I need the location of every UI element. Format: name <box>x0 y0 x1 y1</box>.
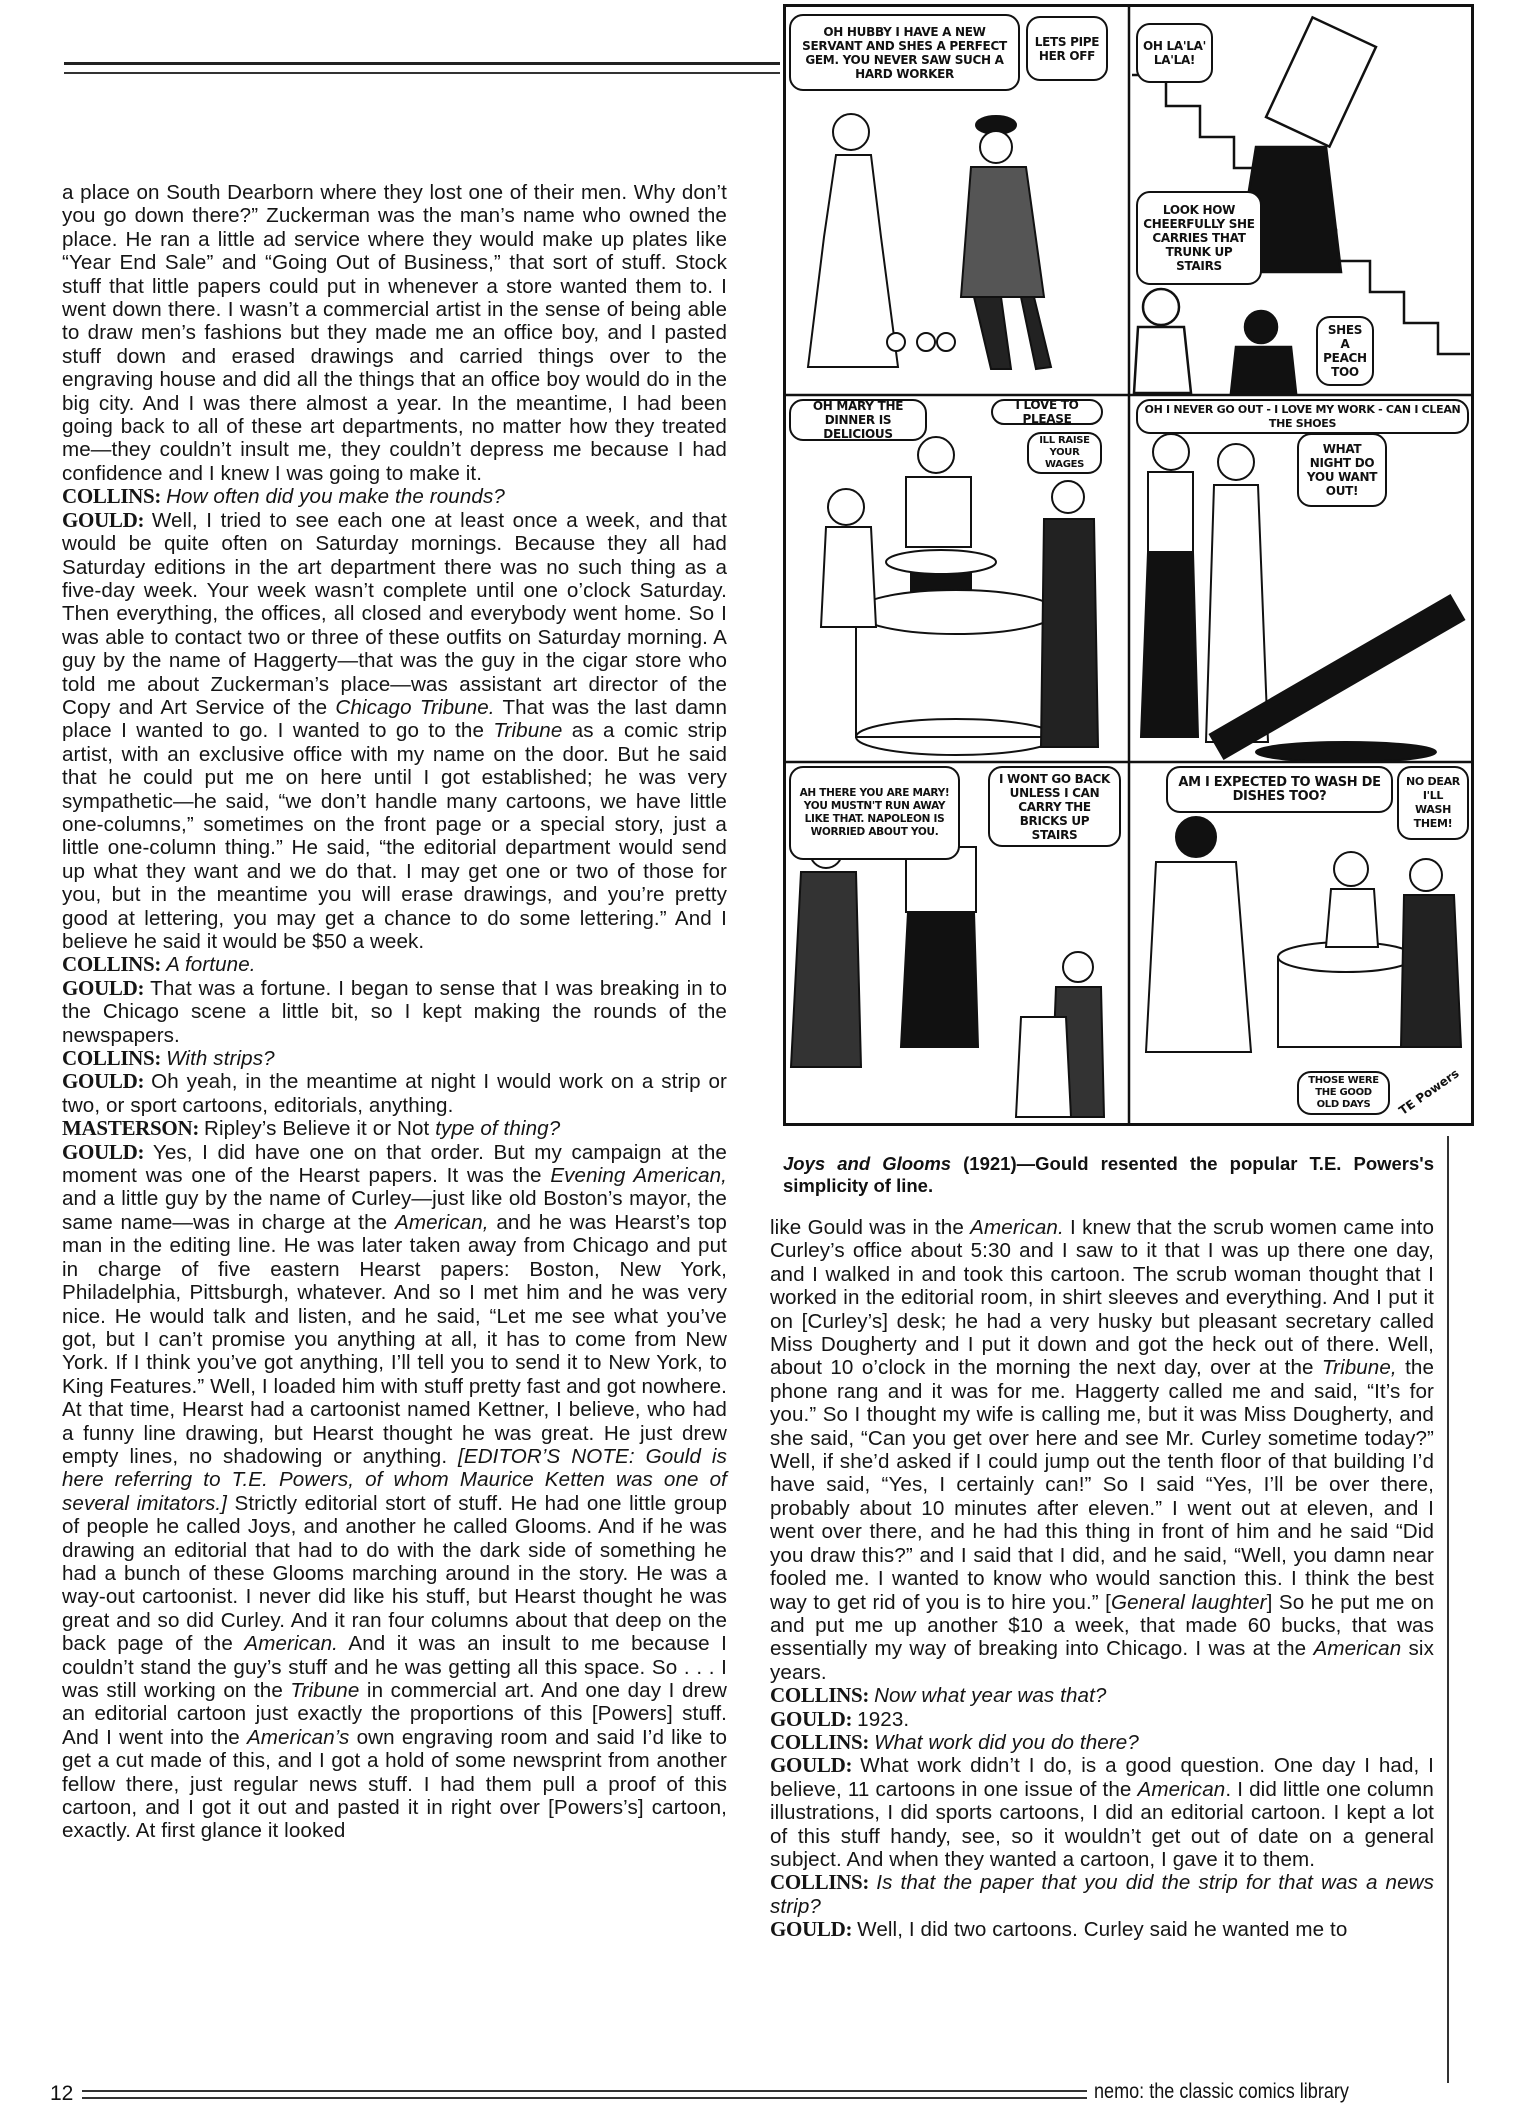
article-paragraph <box>62 1117 727 1140</box>
joy-creature <box>887 333 905 351</box>
italic-text: A fortune. <box>166 953 256 977</box>
article-paragraph <box>770 1918 1434 1941</box>
speaker-label: GOULD: <box>770 1753 861 1778</box>
husband-head <box>1063 952 1093 982</box>
speech-bubble: OH LA'LA' LA'LA! <box>1136 23 1213 83</box>
speaker-label: GOULD: <box>770 1706 858 1731</box>
artist-signature: TE Powers <box>1396 1066 1462 1118</box>
speaker-label: COLLINS: <box>770 1729 875 1754</box>
italic-text: Tribune <box>290 1679 360 1702</box>
body-text: ] So he put me on and put me up another $10 a week, that made 60 bucks, that was essentially my way of breaking into Chicago. I was at the <box>770 1590 1435 1661</box>
article-column-right <box>770 1216 1434 1942</box>
article-column-left <box>62 181 727 1843</box>
body-text: Strictly editorial stort of stuff. He had one little group of people he called Joys, and another he called Glooms. And if he was drawing an editorial that had to do with the dark side of something he had a bunch of these Glooms marching around in the story. He was a way-out cartoonist. I never did like his stuff, but Hearst thought he was great and so did Curley. And it ran four columns about that deep on the back page of the <box>62 1491 728 1656</box>
body-text: Ripley’s Believe it or Not <box>203 1117 436 1141</box>
speech-bubble: THOSE WERE THE GOOD OLD DAYS <box>1297 1071 1390 1115</box>
speech-bubble: ILL RAISE YOUR WAGES <box>1027 432 1102 474</box>
speech-bubble: AH THERE YOU ARE MARY! YOU MUSTN'T RUN AWAY LIKE THAT. NAPOLEON IS WORRIED ABOUT YOU. <box>789 766 960 860</box>
italic-text: Tribune, <box>1321 1356 1397 1380</box>
article-paragraph <box>770 1871 1434 1918</box>
speaker-label: COLLINS: <box>62 484 167 509</box>
publication-title: nemo: the classic comics library <box>1094 2080 1349 2103</box>
article-paragraph <box>62 485 727 508</box>
husband-head <box>1245 311 1277 343</box>
figure-caption <box>783 1153 1434 1197</box>
article-paragraph <box>62 977 727 1047</box>
speaker-label: GOULD: <box>62 975 151 1000</box>
article-paragraph <box>62 1070 727 1117</box>
speaker-label: GOULD: <box>62 1069 152 1094</box>
wife-dress <box>1206 485 1268 742</box>
italic-text: Chicago Tribune. <box>335 695 495 719</box>
body-text: six years. <box>770 1637 1435 1684</box>
body-text: What work didn’t I do, is a good question. One day I had, I believe, 11 cartoons in one issue of the <box>770 1754 1434 1801</box>
italic-text: American’s <box>246 1725 350 1749</box>
italic-text: Tribune <box>493 719 563 743</box>
body-text: like Gould was in the <box>770 1216 971 1239</box>
italic-text: type of thing? <box>435 1117 561 1141</box>
italic-text: How often did you make the rounds? <box>166 485 505 509</box>
trunk <box>1266 17 1376 146</box>
caption-title: Joys and Glooms <box>783 1153 952 1174</box>
panel-3-art <box>821 437 1098 755</box>
cook-head <box>1176 817 1216 857</box>
body-text: as a comic strip artist, with an exclusive office with my name on the door. But he said that he could put me on here until I got established; he was very sympathetic—he said, “we don’t handle many cartoons, we have little one-columns,” sometimes on the front page or a special story, just a little one-column thing.” He said, “the editorial department would send up what they want and we do that. I may get one or two of those for you, but in the meantime you will erase drawings, and you’re pretty good at lettering, you may get a chance to do some lettering.” And I believe he said it would be $50 a week. <box>62 719 727 953</box>
body-text: Oh yeah, in the meantime at night I would work on a strip or two, or sport cartoons, editorials, anything. <box>62 1070 727 1117</box>
cook-dress <box>1146 862 1251 1052</box>
servant-black-skirt <box>1141 552 1198 737</box>
italic-text: American <box>1313 1637 1402 1661</box>
speaker-label: COLLINS: <box>62 952 167 977</box>
body-text: the phone rang and it was for me. Haggerty called me and said, “It’s for you.” So I thought my wife is calling me, but it was Miss Dougherty, and she said, “Can you get over here and see Mr. Curley sometime today?” Well, if she’d asked if I could jump out the tenth floor of that building I’d have said, “Yes, I certainly can!” So I said “Yes, I’ll be over there, probably about 10 minutes after eleven.” I went out at eleven, and I went over there, and he had this thing in front of him and he said “Did you draw this?” and I said that I did, and he said, “Well, you damn near fooled me. I wanted to know who would sanction this. I think the best way to get rid of you is to hire you.” [ <box>770 1356 1434 1614</box>
italic-text: Now what year was that? <box>874 1684 1107 1708</box>
husband-body <box>1401 895 1461 1047</box>
header-double-rule <box>64 62 780 76</box>
footer-double-rule <box>82 2090 1087 2102</box>
wife-head <box>828 489 864 525</box>
speaker-label: COLLINS: <box>770 1683 875 1708</box>
body-text: Well, I did two cartoons. Curley said he wanted me to <box>857 1918 1348 1942</box>
body-text: own engraving room and said I’d like to get a cut made of this, and I got a hold of some newsprint from another fellow there, just regular news stuff. I had them pull a proof of this cartoon, and I got it out and pasted it in right over [Powers’s] cartoon, exactly. At first glance it looked <box>62 1725 727 1843</box>
wife-body <box>821 527 876 627</box>
speech-bubble: I WONT GO BACK UNLESS I CAN CARRY THE BRICKS UP STAIRS <box>988 766 1121 847</box>
speaker-label: MASTERSON: <box>62 1116 204 1141</box>
article-paragraph <box>62 1047 727 1070</box>
body-text: in commercial art. And one day I drew an editorial cartoon just exactly the proportions of this [Powers] stuff. And I went into the <box>62 1679 727 1749</box>
joy-creature <box>917 333 935 351</box>
man-head <box>980 131 1012 163</box>
italic-text: General laughter <box>1111 1590 1267 1614</box>
speaker-label: GOULD: <box>62 1139 153 1164</box>
article-paragraph <box>770 1708 1434 1731</box>
table-top <box>856 590 1056 634</box>
speech-bubble: LOOK HOW CHEERFULLY SHE CARRIES THAT TRUNK UP STAIRS <box>1136 191 1262 285</box>
speaker-label: GOULD: <box>770 1917 858 1942</box>
woman-dress <box>808 155 898 367</box>
speaker-label: COLLINS: <box>62 1046 167 1071</box>
italic-text: What work did you do there? <box>874 1730 1139 1754</box>
italic-text: American. <box>244 1632 338 1656</box>
body-text: That was the last damn place I wanted to go. I wanted to go to the <box>62 695 727 743</box>
speech-bubble: OH I NEVER GO OUT - I LOVE MY WORK - CAN I CLEAN THE SHOES <box>1136 399 1469 434</box>
speaker-label: GOULD: <box>62 507 152 532</box>
husband-head <box>1410 859 1442 891</box>
husband-body <box>1041 519 1098 747</box>
wife-head <box>1334 852 1368 886</box>
serving-tray <box>886 550 996 574</box>
italic-text: [EDITOR’S NOTE: Gould is here referring to T.E. Powers, of whom Maurice Ketten was one of several imitators.] <box>62 1444 727 1515</box>
husband-head <box>1052 481 1084 513</box>
maid-head <box>918 437 954 473</box>
italic-text: With strips? <box>166 1047 275 1071</box>
speech-bubble: WHAT NIGHT DO YOU WANT OUT! <box>1297 433 1387 507</box>
caption-text: (1921)—Gould resented the popular T.E. Powers's simplicity of line. <box>783 1153 1434 1196</box>
body-text: 1923. <box>857 1707 910 1731</box>
article-paragraph <box>62 1141 727 1843</box>
body-text: . I did little one column illustrations, I did sports cartoons, I did an editorial cartoon. I kept a lot of this stuff handy, see, so it wouldn’t get out of date on a general subject. And when they wanted a cartoon, I gave it to them. <box>770 1777 1434 1871</box>
servant-black-skirt <box>901 912 978 1047</box>
article-paragraph <box>770 1216 1434 1684</box>
servant-polka-top <box>1148 472 1193 552</box>
wife-head <box>1218 444 1254 480</box>
article-paragraph <box>62 953 727 976</box>
speech-bubble: OH HUBBY I HAVE A NEW SERVANT AND SHES A PERFECT GEM. YOU NEVER SAW SUCH A HARD WORKER <box>789 14 1020 91</box>
comic-strip-joys-and-glooms <box>783 4 1474 1126</box>
speech-bubble: AM I EXPECTED TO WASH DE DISHES TOO? <box>1166 766 1393 813</box>
italic-text: Evening American, <box>550 1164 728 1188</box>
body-text: a place on South Dearborn where they lost one of their men. Why don’t you go down there?” Zuckerman was the man’s name who owned the place. He ran a little ad service where they would make up plates like “Year End Sale” and “Going Out of Business,” that sort of stuff. Stock stuff that little papers could put in whenever a store wanted them to. I went down there. I wasn’t a commercial artist in the sense of being able to draw men’s fashions but they made me an office boy, and I pasted stuff down and erased drawings and carried things over to the engraving house and did all the things that an office boy would do in the big city. And I was there almost a year. In the meantime, I had been going back to all of these art departments, no matter how they treated me—they couldn’t insult me, they couldn’t depress me because I had confidence and I knew I was going to make it. <box>62 181 727 485</box>
shadow <box>1256 742 1436 762</box>
italic-text: American <box>1137 1777 1226 1801</box>
speech-bubble: SHES A PEACH TOO <box>1316 316 1374 386</box>
speech-bubble: OH MARY THE DINNER IS DELICIOUS <box>789 399 927 441</box>
man-legs <box>974 297 1051 369</box>
article-paragraph <box>770 1684 1434 1707</box>
column-rule <box>1447 1136 1449 2083</box>
article-paragraph <box>62 181 727 485</box>
italic-text: American. <box>970 1216 1064 1239</box>
speech-bubble: LETS PIPE HER OFF <box>1026 16 1108 81</box>
speaker-label: COLLINS: <box>770 1870 877 1895</box>
body-text: And it was an insult to me because I couldn’t stand the guy’s stuff and he was getting all this space. So . . . I was still working on the <box>62 1632 728 1702</box>
woman-head <box>833 114 869 150</box>
panel-1-art <box>808 114 1051 369</box>
body-text: Yes, I did have one on that order. But my campaign at the moment was one of the Hearst papers. It was the <box>62 1140 727 1188</box>
article-paragraph <box>62 509 727 954</box>
italic-text: American, <box>394 1210 489 1234</box>
article-paragraph <box>770 1731 1434 1754</box>
wife-body <box>1326 889 1378 947</box>
joy-creature <box>937 333 955 351</box>
body-text: That was a fortune. I began to sense that I was breaking in to the Chicago scene a little bit, so I kept making the rounds of the newspapers. <box>62 976 727 1047</box>
man-coat <box>961 167 1044 297</box>
speech-bubble: I LOVE TO PLEASE <box>991 399 1103 425</box>
body-text: and a little guy by the name of Curley—just like old Boston’s mayor, the same name—was in charge at the <box>62 1187 727 1234</box>
body-text: and he was Hearst’s top man in the editing line. He was later taken away from Chicago and put in charge of five eastern Hearst papers: Boston, New York, Philadelphia, Pittsburgh, whatever. And so I met him and he was very nice. He would talk and listen, and he said, “Let me see what you’ve got, but I can’t promise you anything at all, it has to come from New York. If I think you’ve got anything, I’ll tell you to send it to New York, to King Features.” Well, I loaded him with stuff pretty fast and got nowhere. At that time, Hearst had a cartoonist named Kettner, I believe, who had a funny line drawing, but Hearst thought he was great. He just drew empty lines, no shadowing or anything. <box>62 1210 727 1468</box>
page-number: 12 <box>50 2082 74 2105</box>
policeman-body <box>791 872 861 1067</box>
husband-body <box>1231 347 1296 393</box>
servant-head <box>1153 434 1189 470</box>
panel-6-art <box>1146 817 1461 1052</box>
article-paragraph <box>770 1754 1434 1871</box>
wife-body <box>1134 327 1191 393</box>
wife-head <box>1143 289 1179 325</box>
speech-bubble: NO DEAR I'LL WASH THEM! <box>1397 766 1469 840</box>
italic-text: Is that the paper that you did the strip for that was a news strip? <box>770 1871 1434 1918</box>
wife-body <box>1016 1017 1071 1117</box>
comic-artwork <box>786 7 1471 1123</box>
body-text: Well, I tried to see each one at least once a week, and that would be quite often on Saturday mornings. Because they all had Saturday editions in the art department there was no such thing as a five-day week. Your week wasn’t complete until one o’clock Saturday. Then everything, the offices, all closed and everybody went home. So I was able to contact two or three of these outfits on Saturday morning. A guy by the name of Haggerty—that was the guy in the cigar store who told me about Zuckerman’s place—was assistant art director of the Copy and Art Service of the <box>62 508 727 719</box>
maid-polka-top <box>906 477 971 547</box>
body-text: I knew that the scrub women came into Curley’s office about 5:30 and I saw to it that I was up there one day, and I walked in and took this cartoon. The scrub woman thought that I worked in the editorial room, in shirt sleeves and everything. And I put it on [Curley’s] desk; he had a very husky but pleasant secretary called Miss Dougherty and I put it down and got the heck out of there. Well, about 10 o’clock in the morning the next day, over at the <box>770 1216 1434 1380</box>
